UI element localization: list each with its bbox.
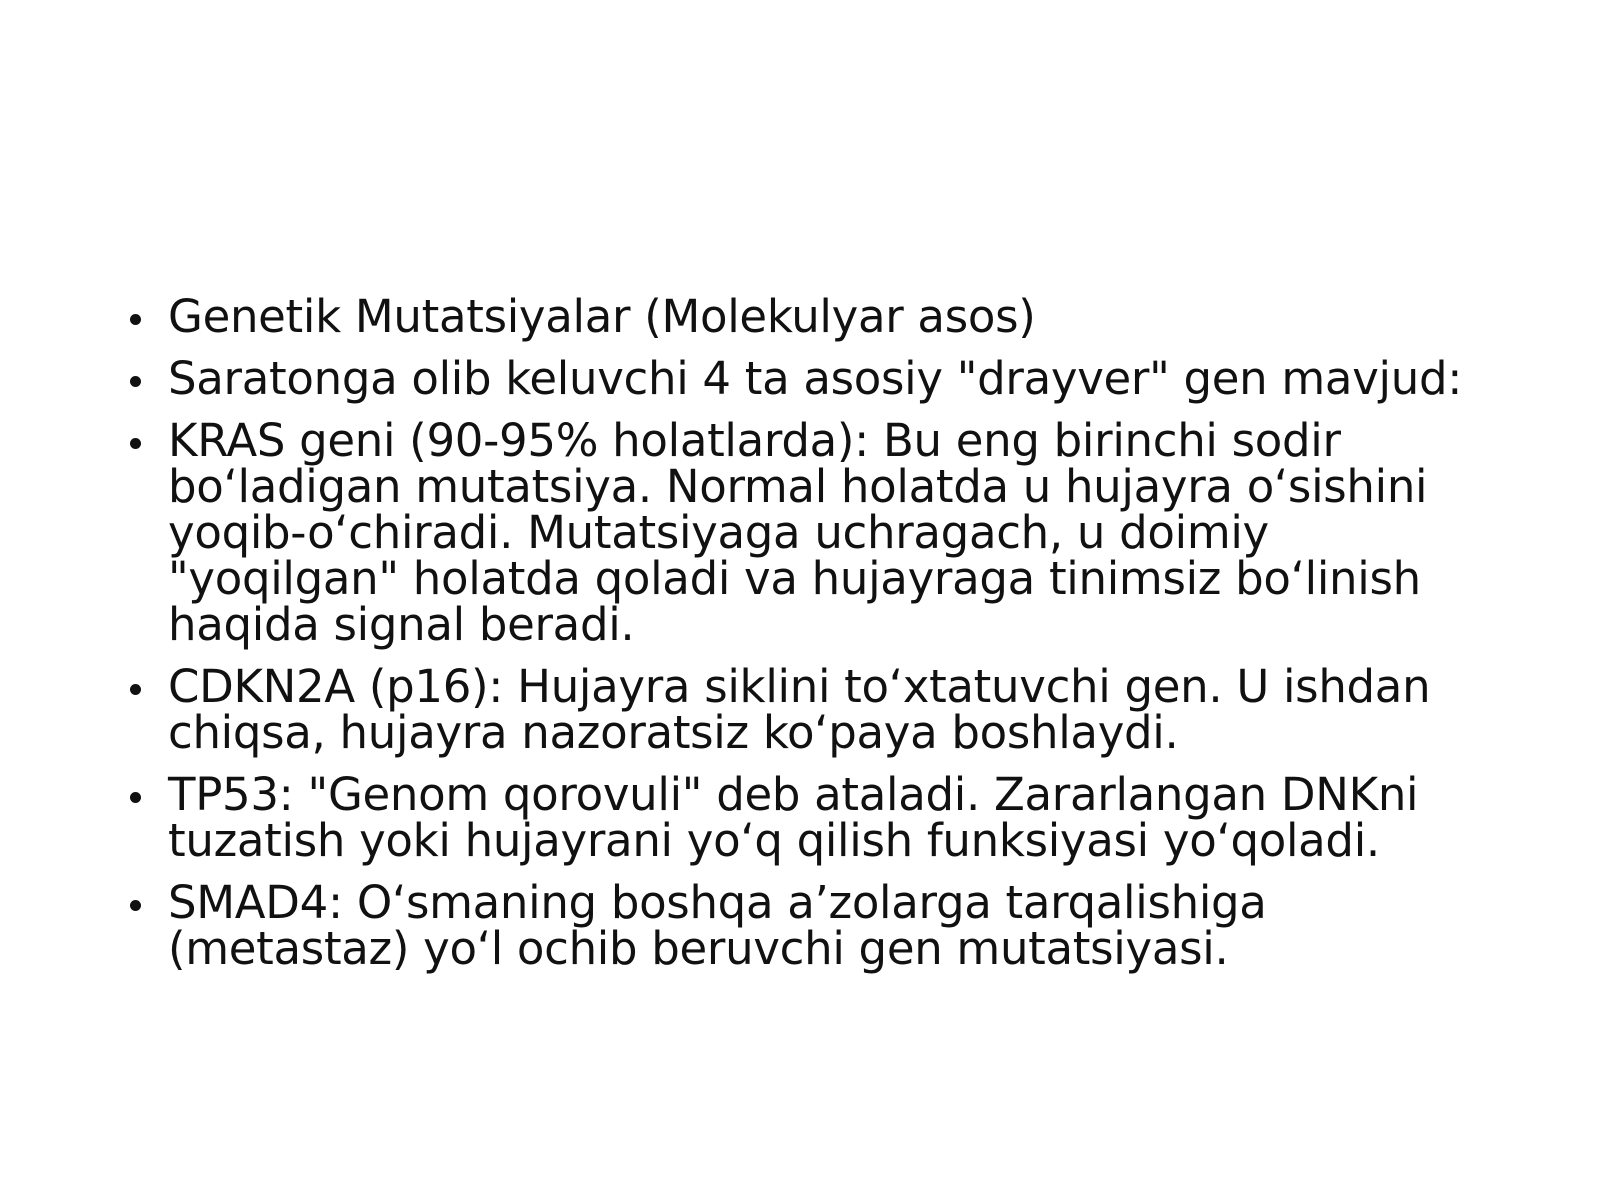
bullet-item [124, 768, 1494, 867]
bullet-item [124, 352, 1494, 405]
bullet-text: Saratonga olib keluvchi 4 ta asosiy "drayver" gen mavjud: [168, 352, 1463, 405]
bullet-text: SMAD4: Oʻsmaning boshqa aʼzolarga tarqalishiga (metastaz) yoʻl ochib beruvchi gen mutatsiyasi. [168, 876, 1267, 975]
bullet-item [124, 660, 1494, 759]
bullet-text: KRAS geni (90-95% holatlarda): Bu eng birinchi sodir boʻladigan mutatsiya. Normal holatda u hujayra oʻsishini yoqib-oʻchiradi. Mutatsiyaga uchragach, u doimiy "yoqilgan" holatda qoladi va hujayraga tinimsiz boʻlinish haqida signal beradi. [168, 414, 1428, 651]
bullet-text: TP53: "Genom qorovuli" deb ataladi. Zararlangan DNKni tuzatish yoki hujayrani yoʻq qilish funksiyasi yoʻqoladi. [168, 768, 1419, 867]
bullet-dot-icon [130, 314, 141, 325]
bullet-text: CDKN2A (p16): Hujayra siklini toʻxtatuvchi gen. U ishdan chiqsa, hujayra nazoratsiz koʻpaya boshlaydi. [168, 660, 1431, 759]
bullet-dot-icon [130, 376, 141, 387]
bullet-item [124, 876, 1494, 975]
bullet-item [124, 414, 1494, 651]
bullet-dot-icon [130, 684, 141, 695]
bullet-dot-icon [130, 900, 141, 911]
bullet-dot-icon [130, 792, 141, 803]
bullet-list [124, 290, 1494, 988]
bullet-text: Genetik Mutatsiyalar (Molekulyar asos) [168, 290, 1036, 343]
bullet-item [124, 290, 1494, 343]
bullet-dot-icon [130, 438, 141, 449]
